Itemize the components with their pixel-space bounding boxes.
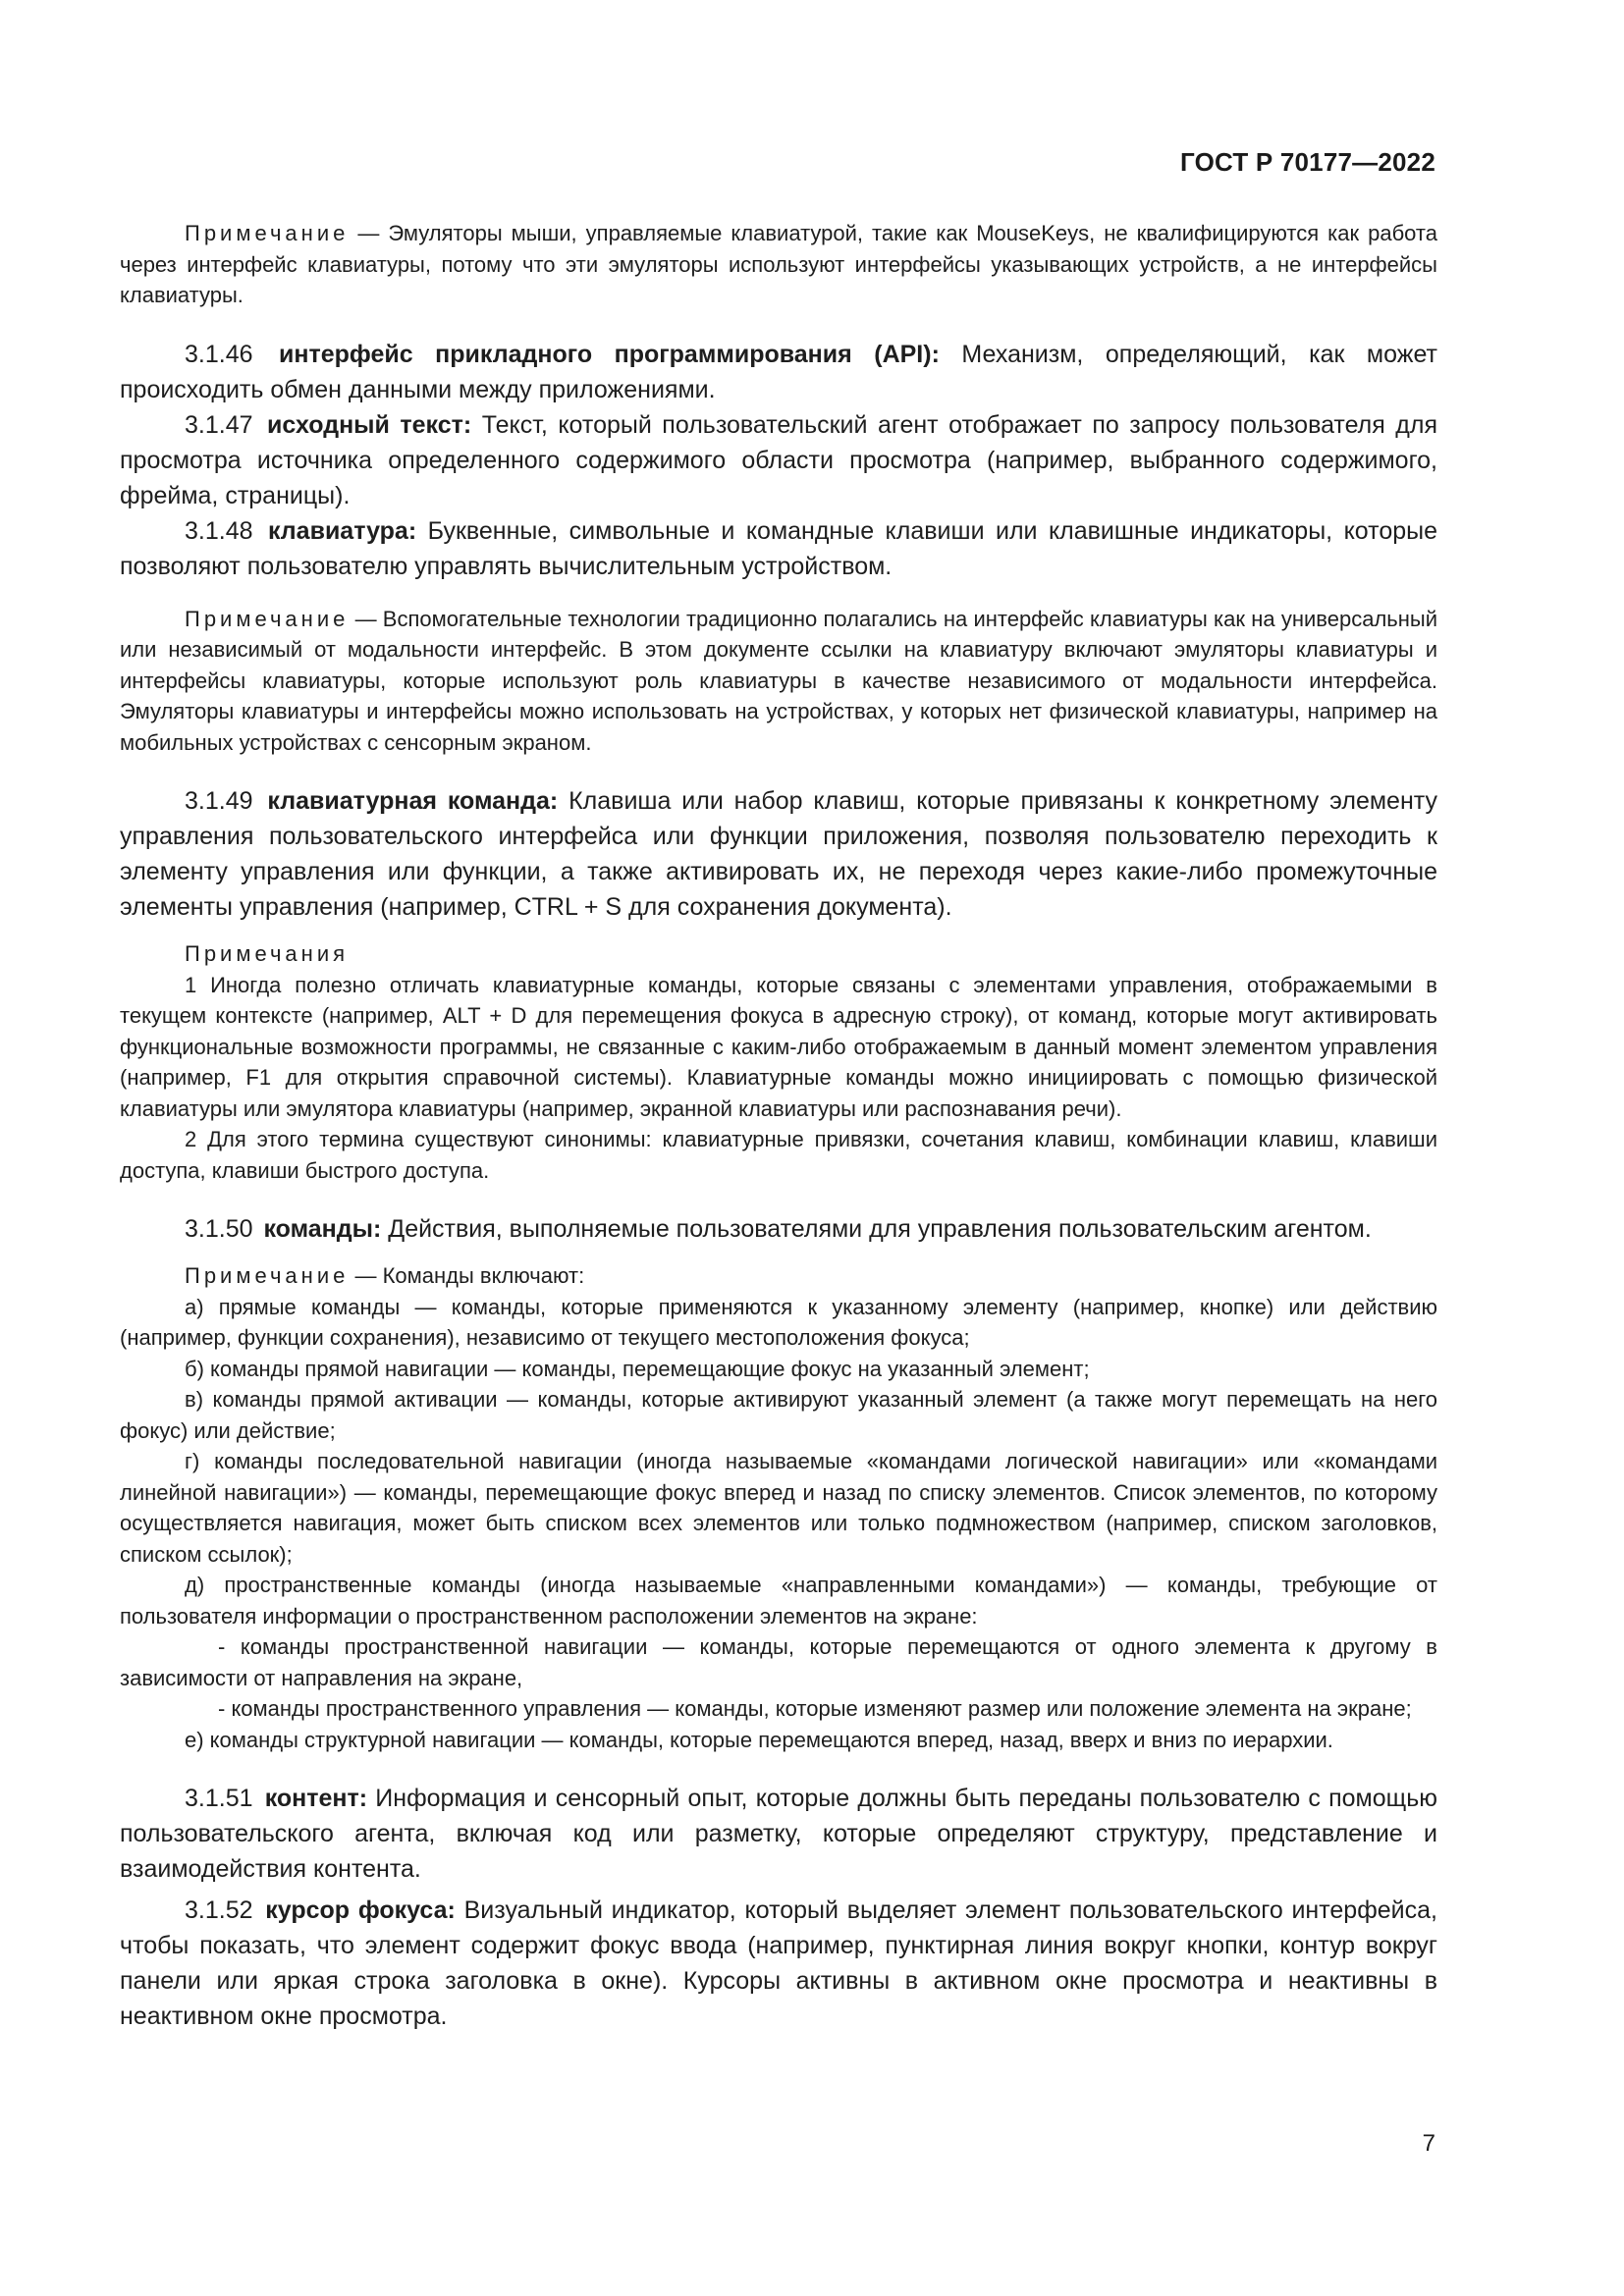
note-keyboard <box>120 604 1437 759</box>
term-definition: Буквенные, символьные и командные клавиши или клавишные индикаторы, которые позволяют пользователю управлять вычислительным устройством. <box>120 516 1437 580</box>
term-title: контент: <box>264 1785 368 1812</box>
note-text: — Вспомогательные технологии традиционно полагались на интерфейс клавиатуры как на универсальный или независимый от модальности интерфейс. В этом документе ссылки на клавиатуру включают эмуляторы клавиатуры и интерфейсы клавиатуры, которые используют роль клавиатуры в качестве независимого от модальности интерфейса. Эмуляторы клавиатуры и интерфейсы можно использовать на устройствах, у которых нет физической клавиатуры, например на мобильных устройствах с сенсорным экраном. <box>120 606 1437 755</box>
term-number: 3.1.46 <box>185 340 253 368</box>
list-subitem-d1: - команды пространственной навигации — команды, которые перемещаются от одного элемента к другому в зависимости от направления на экране, <box>120 1634 1437 1690</box>
term-title: интерфейс прикладного программирования (API): <box>279 340 940 368</box>
note-item-1: 1 Иногда полезно отличать клавиатурные команды, которые связаны с элементами управления, отображаемыми в текущем контексте (например, ALT + D для перемещения фокуса в адресную строку), от команд, которые могут активировать функциональные возможности программы, не связанные с каким-либо отображаемым в данный момент элементом управления (например, F1 для открытия справочной системы). Клавиатурные команды можно инициировать с помощью физической клавиатуры или эмулятора клавиатуры (например, экранной клавиатуры или распознавания речи). <box>120 972 1437 1121</box>
note-intro: — Команды включают: <box>349 1263 585 1288</box>
term-title: клавиатура: <box>267 516 417 545</box>
term-3-1-49 <box>120 783 1437 925</box>
document-code: ГОСТ Р 70177—2022 <box>1180 147 1435 177</box>
term-number: 3.1.47 <box>185 410 253 439</box>
term-title: команды: <box>263 1215 382 1243</box>
list-item-g: г) команды последовательной навигации (иногда называемые «командами логической навигации» или «командами линейной навигации») — команды, перемещающие фокус вперед и назад по списку элементов. Список элементов, по которому осуществляется навигация, может быть списком всех элементов или только подмножеством (например, списком заголовков, списком ссылок); <box>120 1449 1437 1567</box>
notes-label: Примечания <box>185 941 350 966</box>
term-3-1-50 <box>120 1211 1437 1247</box>
term-number: 3.1.48 <box>185 516 253 545</box>
list-subitem-d2: - команды пространственного управления — команды, которые изменяют размер или положение элемента на экране; <box>218 1696 1412 1721</box>
note-mouse-emulators <box>120 218 1437 311</box>
term-definition: Клавиша или набор клавиш, которые привязаны к конкретному элементу управления пользовательского интерфейса или функции приложения, позволяя пользователю переходить к элементу управления или функции, а также активировать их, не переходя через какие-либо промежуточные элементы управления (например, CTRL + S для сохранения документа). <box>120 787 1437 921</box>
term-title: курсор фокуса: <box>265 1896 456 1924</box>
term-3-1-46 <box>120 337 1437 407</box>
term-definition: Визуальный индикатор, который выделяет элемент пользовательского интерфейса, чтобы показать, что элемент содержит фокус ввода (например, пунктирная линия вокруг кнопки, контур вокруг панели или яркая строка заголовка в окне). Курсоры активны в активном окне просмотра и неактивны в неактивном окне просмотра. <box>120 1896 1438 2030</box>
page-number: 7 <box>1422 2130 1435 2157</box>
term-definition: Действия, выполняемые пользователями для управления пользовательским агентом. <box>381 1215 1372 1243</box>
term-definition: Информация и сенсорный опыт, которые должны быть переданы пользователю с помощью пользовательского агента, включая код или разметку, которые определяют структуру, представление и взаимодействия контента. <box>120 1785 1437 1883</box>
list-item-d: д) пространственные команды (иногда называемые «направленными командами») — команды, требующие от пользователя информации о пространственном расположении элементов на экране: <box>120 1573 1437 1629</box>
note-commands <box>120 1260 1437 1755</box>
term-number: 3.1.52 <box>185 1896 253 1924</box>
term-number: 3.1.51 <box>185 1785 253 1812</box>
notes-keyboard-commands <box>120 938 1437 1186</box>
term-definition: Текст, который пользовательский агент отображает по запросу пользователя для просмотра источника определенного содержимого области просмотра (например, выбранного содержимого, фрейма, страницы). <box>120 410 1438 509</box>
note-label: Примечание <box>185 221 350 245</box>
list-item-a: а) прямые команды — команды, которые применяются к указанному элементу (например, кнопке) или действию (например, функции сохранения), независимо от текущего местоположения фокуса; <box>120 1294 1437 1350</box>
note-label: Примечание <box>185 606 350 631</box>
note-text: — Эмуляторы мыши, управляемые клавиатурой, такие как MouseKeys, не квалифицируются как работа через интерфейс клавиатуры, потому что эти эмуляторы используют интерфейсы указывающих устройств, а не интерфейсы клавиатуры. <box>120 221 1437 307</box>
term-number: 3.1.50 <box>185 1215 253 1243</box>
term-title: исходный текст: <box>267 410 472 439</box>
list-item-v: в) команды прямой активации — команды, которые активируют указанный элемент (а также могут перемещать на него фокус) или действие; <box>120 1387 1437 1443</box>
list-item-b: б) команды прямой навигации — команды, перемещающие фокус на указанный элемент; <box>185 1356 1090 1381</box>
note-item-2: 2 Для этого термина существуют синонимы: клавиатурные привязки, сочетания клавиш, комбинации клавиш, клавиши доступа, клавиши быстрого доступа. <box>120 1127 1437 1183</box>
term-3-1-52 <box>120 1893 1437 2034</box>
term-3-1-51 <box>120 1781 1437 1887</box>
list-item-e: е) команды структурной навигации — команды, которые перемещаются вперед, назад, вверх и вниз по иерархии. <box>185 1727 1333 1752</box>
term-title: клавиатурная команда: <box>267 787 559 815</box>
term-3-1-48 <box>120 513 1437 584</box>
note-label: Примечание <box>185 1263 350 1288</box>
term-definition: Механизм, определяющий, как может происходить обмен данными между приложениями. <box>120 340 1437 403</box>
term-3-1-47 <box>120 407 1437 513</box>
term-number: 3.1.49 <box>185 787 253 815</box>
document-body <box>120 218 1437 2034</box>
